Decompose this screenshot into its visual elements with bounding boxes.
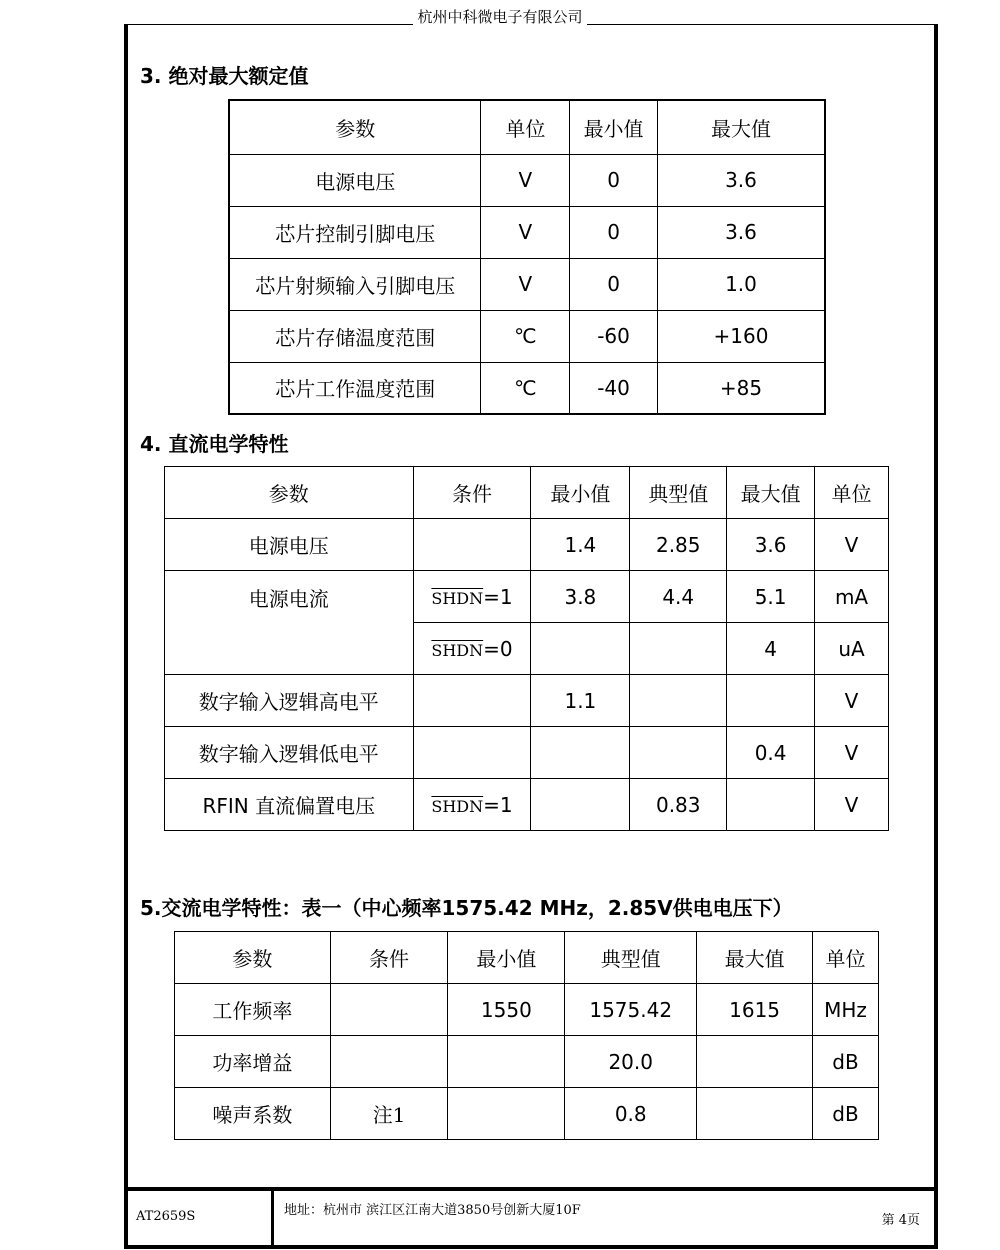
- typ-cell: 2.85: [630, 519, 727, 571]
- header-cell: 单位: [481, 100, 570, 154]
- condition-cell: [330, 984, 448, 1036]
- header-cell: 最大值: [697, 932, 813, 984]
- unit-cell: mA: [815, 571, 889, 623]
- unit-cell: ℃: [481, 310, 570, 362]
- min-cell: -60: [570, 310, 658, 362]
- param-cell: 噪声系数: [175, 1088, 331, 1140]
- param-cell: 芯片控制引脚电压: [229, 206, 481, 258]
- condition-cell: [413, 727, 531, 779]
- condition-value: =1: [483, 584, 513, 609]
- max-cell: 5.1: [727, 571, 815, 623]
- typ-cell: [630, 623, 727, 675]
- table-row: [175, 1088, 879, 1140]
- max-cell: [697, 1036, 813, 1088]
- min-cell: [531, 779, 630, 831]
- unit-cell: dB: [813, 1036, 879, 1088]
- condition-cell: [413, 675, 531, 727]
- unit-cell: ℃: [481, 362, 570, 414]
- header-cell: 参数: [175, 932, 331, 984]
- model-number: AT2659S: [136, 1209, 196, 1224]
- param-cell: 电源电压: [229, 154, 481, 206]
- unit-cell: V: [481, 154, 570, 206]
- header-cell: 最大值: [727, 467, 815, 519]
- table-row: [229, 310, 825, 362]
- footer-divider: [271, 1187, 274, 1245]
- typ-cell: 4.4: [630, 571, 727, 623]
- max-cell: 4: [727, 623, 815, 675]
- header-cell: 最小值: [448, 932, 565, 984]
- unit-cell: V: [481, 258, 570, 310]
- table-row: [175, 984, 879, 1036]
- header-cell: 条件: [413, 467, 531, 519]
- min-cell: 0: [570, 206, 658, 258]
- table-row: [175, 1036, 879, 1088]
- condition-cell: [413, 623, 531, 675]
- unit-cell: MHz: [813, 984, 879, 1036]
- param-cell: 电源电流: [165, 571, 414, 675]
- min-cell: 1550: [448, 984, 565, 1036]
- dc-characteristics-table: [164, 466, 889, 831]
- section4-title: 4. 直流电学特性: [140, 432, 289, 456]
- min-cell: 0: [570, 258, 658, 310]
- max-cell: 1.0: [657, 258, 825, 310]
- table-row: [165, 519, 889, 571]
- company-address: 地址：杭州市 滨江区江南大道3850号创新大厦10F: [284, 1203, 581, 1218]
- table-row: [165, 675, 889, 727]
- max-cell: +85: [657, 362, 825, 414]
- max-cell: [697, 1088, 813, 1140]
- table-row: [165, 571, 889, 623]
- header-cell: 最小值: [570, 100, 658, 154]
- table-row: [229, 154, 825, 206]
- max-cell: 1615: [697, 984, 813, 1036]
- max-cell: 3.6: [657, 154, 825, 206]
- unit-cell: dB: [813, 1088, 879, 1140]
- max-cell: [727, 779, 815, 831]
- typ-cell: 0.8: [565, 1088, 697, 1140]
- header-cell: 典型值: [630, 467, 727, 519]
- typ-cell: [630, 727, 727, 779]
- table-row: [165, 727, 889, 779]
- unit-cell: V: [481, 206, 570, 258]
- typ-cell: 1575.42: [565, 984, 697, 1036]
- header-cell: 最大值: [657, 100, 825, 154]
- param-cell: 芯片射频输入引脚电压: [229, 258, 481, 310]
- table-row: [229, 362, 825, 414]
- table-row: [229, 206, 825, 258]
- unit-cell: V: [815, 675, 889, 727]
- shdn-signal: SHDN: [431, 588, 484, 608]
- table-header-row: [175, 932, 879, 984]
- unit-cell: uA: [815, 623, 889, 675]
- min-cell: [531, 727, 630, 779]
- table-row: [165, 779, 889, 831]
- max-cell: [727, 675, 815, 727]
- max-cell: 3.6: [657, 206, 825, 258]
- param-cell: 数字输入逻辑低电平: [165, 727, 414, 779]
- shdn-signal: SHDN: [431, 796, 484, 816]
- unit-cell: V: [815, 727, 889, 779]
- condition-cell: [413, 519, 531, 571]
- condition-cell: 注1: [330, 1088, 448, 1140]
- condition-cell: [330, 1036, 448, 1088]
- typ-cell: [630, 675, 727, 727]
- unit-cell: V: [815, 519, 889, 571]
- param-cell: 电源电压: [165, 519, 414, 571]
- table-header-row: [165, 467, 889, 519]
- param-cell: RFIN 直流偏置电压: [165, 779, 414, 831]
- table-row: [229, 258, 825, 310]
- section5-title: 5.交流电学特性：表一（中心频率1575.42 MHz，2.85V供电电压下）: [140, 896, 793, 920]
- page-footer: [124, 1187, 938, 1249]
- min-cell: 0: [570, 154, 658, 206]
- header-cell: 单位: [813, 932, 879, 984]
- condition-value: =1: [483, 792, 513, 817]
- section3-title: 3. 绝对最大额定值: [140, 64, 309, 88]
- page-number: 第 4页: [881, 1213, 920, 1228]
- condition-cell: [413, 779, 531, 831]
- max-cell: 0.4: [727, 727, 815, 779]
- unit-cell: V: [815, 779, 889, 831]
- typ-cell: 0.83: [630, 779, 727, 831]
- header-cell: 单位: [815, 467, 889, 519]
- max-cell: 3.6: [727, 519, 815, 571]
- company-name: 杭州中科微电子有限公司: [413, 8, 586, 26]
- header-cell: 参数: [165, 467, 414, 519]
- param-cell: 工作频率: [175, 984, 331, 1036]
- header-cell: 条件: [330, 932, 448, 984]
- condition-value: =0: [483, 636, 513, 661]
- header-cell: 典型值: [565, 932, 697, 984]
- ac-characteristics-table: [174, 931, 879, 1140]
- param-cell: 数字输入逻辑高电平: [165, 675, 414, 727]
- param-cell: 功率增益: [175, 1036, 331, 1088]
- condition-cell: [413, 571, 531, 623]
- min-cell: -40: [570, 362, 658, 414]
- min-cell: 1.1: [531, 675, 630, 727]
- min-cell: [531, 623, 630, 675]
- min-cell: 3.8: [531, 571, 630, 623]
- param-cell: 芯片工作温度范围: [229, 362, 481, 414]
- min-cell: [448, 1036, 565, 1088]
- shdn-signal: SHDN: [431, 640, 484, 660]
- header-cell: 最小值: [531, 467, 630, 519]
- min-cell: 1.4: [531, 519, 630, 571]
- header-cell: 参数: [229, 100, 481, 154]
- param-cell: 芯片存储温度范围: [229, 310, 481, 362]
- table-header-row: [229, 100, 825, 154]
- max-cell: +160: [657, 310, 825, 362]
- min-cell: [448, 1088, 565, 1140]
- abs-max-table: [228, 99, 826, 415]
- typ-cell: 20.0: [565, 1036, 697, 1088]
